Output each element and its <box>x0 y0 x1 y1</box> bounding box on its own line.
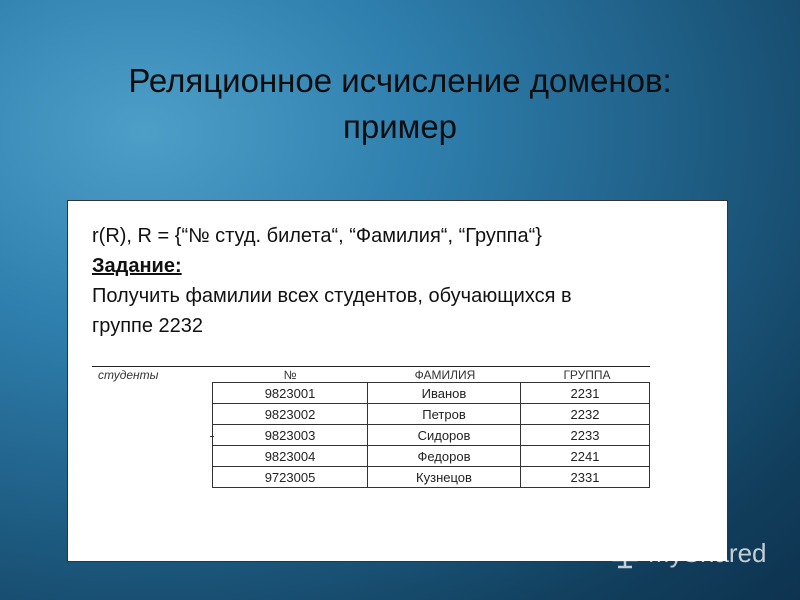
cell-number: 9823003 <box>213 425 368 446</box>
column-header-group: ГРУППА <box>563 368 611 382</box>
cell-group: 2331 <box>521 467 650 488</box>
relation-name: студенты <box>98 368 159 382</box>
slide-title-line-2: пример <box>342 108 458 145</box>
task-text-line-2: группе 2232 <box>92 315 204 337</box>
students-figure <box>92 361 652 501</box>
cell-number: 9823002 <box>213 404 368 425</box>
cell-number: 9823004 <box>213 446 368 467</box>
myshared-logo-icon <box>608 536 642 570</box>
content-text <box>92 221 712 341</box>
watermark <box>608 536 767 570</box>
task-label: Задание: <box>92 255 182 277</box>
cell-group: 2233 <box>521 425 650 446</box>
cell-group: 2231 <box>521 383 650 404</box>
column-header-number: № <box>283 368 297 382</box>
watermark-text: MyShared <box>648 537 767 568</box>
content-box <box>67 200 728 562</box>
table-row <box>213 383 650 404</box>
cell-group: 2241 <box>521 446 650 467</box>
column-header-surname: ФАМИЛИЯ <box>414 368 476 382</box>
table-row <box>213 425 650 446</box>
cell-surname: Петров <box>368 404 521 425</box>
slide-title <box>0 58 800 150</box>
cell-number: 9723005 <box>213 467 368 488</box>
task-text-line-1: Получить фамилии всех студентов, обучающихся в <box>92 285 572 307</box>
figure-rule <box>92 366 650 367</box>
cell-surname: Федоров <box>368 446 521 467</box>
cell-number: 9823001 <box>213 383 368 404</box>
cell-group: 2232 <box>521 404 650 425</box>
table-row <box>213 404 650 425</box>
table-row <box>213 467 650 488</box>
cell-surname: Кузнецов <box>368 467 521 488</box>
slide-title-line-1: Реляционное исчисление доменов: <box>128 62 672 99</box>
relation-definition: r(R), R = {“№ студ. билета“, “Фамилия“, “Группа“} <box>92 225 542 247</box>
table-row <box>213 446 650 467</box>
cell-surname: Иванов <box>368 383 521 404</box>
cell-surname: Сидоров <box>368 425 521 446</box>
students-table <box>212 382 650 488</box>
